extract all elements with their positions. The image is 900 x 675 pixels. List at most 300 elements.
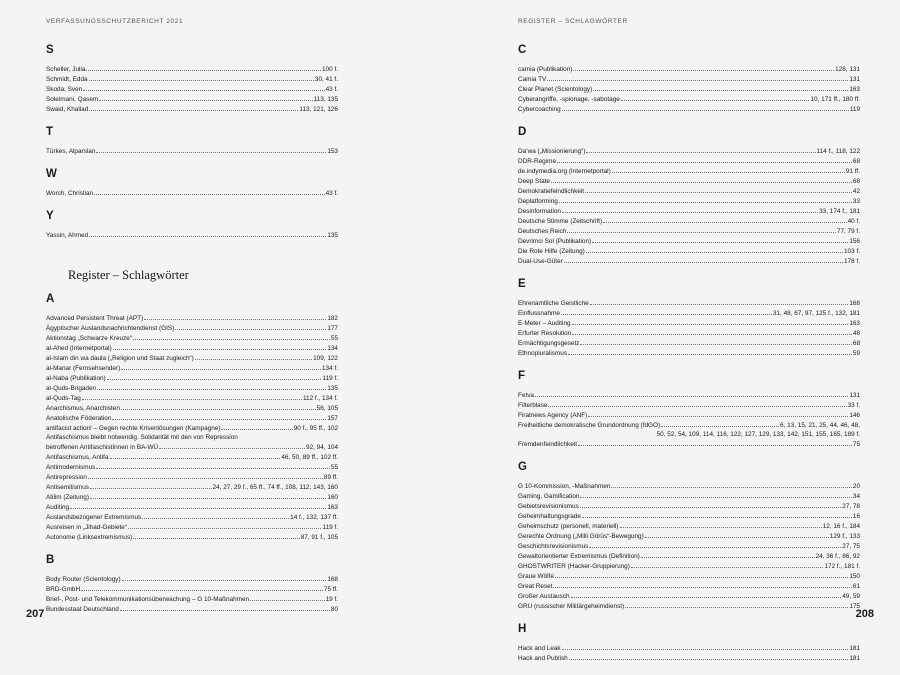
index-entry-pages: 59 [852, 350, 860, 357]
index-entry [518, 491, 860, 501]
leader-dots [107, 373, 322, 380]
index-entry-term: Devrimci Sol (Publikation) [518, 238, 592, 245]
index-entry-term: Ermächtigungsgesetz [518, 340, 580, 347]
index-entry-pages: 68 [852, 340, 860, 347]
leader-dots [592, 236, 848, 243]
index-entry [46, 492, 338, 502]
index-entry-pages: 89 ff. [323, 474, 338, 481]
index-entry [518, 439, 860, 449]
index-entry-pages: 146 [849, 412, 860, 419]
leader-dots [83, 84, 324, 91]
index-entry-pages: 128, 131 [835, 66, 860, 73]
letter-group [518, 370, 860, 449]
page-number: 208 [855, 608, 874, 620]
index-entry-term: al-Quds-Tag [46, 395, 81, 402]
index-entry [518, 146, 860, 156]
index-entry-pages: 92, 94, 104 [306, 444, 338, 451]
letter-heading: D [518, 126, 527, 138]
index-entry-pages: 19 f. [325, 596, 338, 603]
index-entry-term: Ägyptischer Auslandsnachrichtendienst (GIS) [46, 325, 175, 332]
index-entry-pages: 119 f. [322, 375, 338, 382]
index-entry-pages: 182 [327, 315, 338, 322]
index-entry-term: Yassin, Ahmed [46, 232, 89, 239]
index-entry-term: Schmidt, Edda [46, 76, 88, 83]
index-entry-pages: 43 f. [325, 86, 338, 93]
index-entry-term: betroffenen AntifaschistInnen in BA-WÜ [46, 444, 159, 451]
index-entry-term: Demokratiefeindlichkeit [518, 188, 585, 195]
index-entry [46, 363, 338, 373]
leader-dots [586, 246, 843, 253]
section-heading: Register – Schlagwörter [68, 268, 189, 282]
leader-dots [175, 323, 326, 330]
index-entry [518, 206, 860, 216]
index-entry [46, 104, 338, 114]
index-entry-term: Ehrenamtliche Geistliche [518, 300, 589, 307]
index-entry-pages: 163 [327, 504, 338, 511]
leader-dots [121, 363, 321, 370]
index-entry [46, 452, 338, 462]
index-entry-pages: 68 [852, 178, 860, 185]
index-entry [46, 522, 338, 532]
index-entry-term: Auditing [46, 504, 70, 511]
leader-dots [585, 186, 852, 193]
leader-dots [553, 581, 851, 588]
index-entry-pages: 33 f. [847, 402, 860, 409]
index-entry-term: Antimodernismus [46, 464, 96, 471]
index-entry-term: Geschichtsrevisionismus [518, 543, 589, 550]
index-entry [518, 166, 860, 176]
leader-dots [564, 256, 843, 263]
index-entry [46, 373, 338, 383]
index-entry-term: al-Naba (Publikation) [46, 375, 106, 382]
index-column [518, 44, 860, 675]
index-entry-pages: 27, 78 [842, 503, 860, 510]
index-entry-pages: 42 [852, 188, 860, 195]
index-entry-pages: 181 [849, 655, 860, 662]
letter-group [46, 210, 338, 240]
index-entry-pages: 24, 36 f., 86, 92 [815, 553, 860, 560]
leader-dots [99, 94, 312, 101]
index-entry [518, 581, 860, 591]
index-entry [46, 604, 338, 614]
index-entry-pages: 150 [849, 573, 860, 580]
index-entry [518, 226, 860, 236]
index-entry-pages: 112 f., 134 f. [302, 395, 338, 402]
index-entry [518, 601, 860, 611]
index-entry-term: Anatolische Föderation [46, 415, 112, 422]
index-entry [518, 531, 860, 541]
leader-dots [90, 482, 212, 489]
index-entry [46, 393, 338, 403]
index-entry-term: Türkes, Alparslan [46, 148, 96, 155]
leader-dots [120, 604, 330, 611]
index-entry-pages: 34 [852, 493, 860, 500]
leader-dots [603, 216, 846, 223]
index-entry [518, 74, 860, 84]
index-entry-pages: 172 f., 181 f. [824, 563, 860, 570]
person-register [46, 44, 338, 240]
index-entry-term: Filterblase [518, 402, 548, 409]
leader-dots [567, 226, 836, 233]
index-entry-term: Atilim (Zeitung) [46, 494, 89, 501]
index-entry-pages: 153 [327, 148, 338, 155]
leader-dots [547, 74, 848, 81]
leader-dots [589, 541, 841, 548]
index-entry-term: Einflussnahme [518, 310, 560, 317]
index-entry-pages: 90 f., 95 ff., 102 [293, 425, 338, 432]
index-entry [518, 400, 860, 410]
letter-heading: B [46, 554, 55, 566]
index-entry [518, 338, 860, 348]
index-entry-pages: 14 f., 132, 137 ff. [290, 514, 338, 521]
index-entry-term: Erfurter Resolution [518, 330, 572, 337]
leader-dots [195, 353, 312, 360]
letter-heading: W [46, 168, 57, 180]
leader-dots [611, 481, 852, 488]
index-entry-pages: 55 [330, 464, 338, 471]
index-entry [46, 323, 338, 333]
index-entry-term: de.indymedia.org (Internetportal) [518, 168, 611, 175]
index-entry [46, 353, 338, 363]
index-entry [518, 501, 860, 511]
index-entry-term: Hack and Leak [518, 645, 561, 652]
index-entry-term: Gewaltorientierter Extremismus (Definition) [518, 553, 640, 560]
index-entry-continuation: 50, 52, 54, 109, 114, 116, 122, 127, 129, 133, 142, 151, 155, 165, 189 f. [656, 431, 860, 438]
index-entry [518, 216, 860, 226]
index-entry-term: Aktionstag „Schwarze Kreuze“ [46, 335, 132, 342]
index-entry [46, 472, 338, 482]
letter-group [518, 278, 860, 358]
leader-dots [562, 206, 818, 213]
index-entry-pages: 77, 79 f. [836, 228, 860, 235]
index-entry-term: Autonome (Linksextremismus) [46, 534, 133, 541]
index-entry-pages: 134 [327, 345, 338, 352]
index-column [46, 44, 338, 626]
leader-dots [548, 400, 846, 407]
index-entry-term: al-Quds-Brigaden [46, 385, 97, 392]
index-entry-term: Cybercoaching [518, 106, 561, 113]
leader-dots [112, 413, 326, 420]
index-entry-term: Deplatforming [518, 198, 558, 205]
index-entry [46, 594, 338, 604]
index-entry-pages: 119 [849, 106, 860, 113]
index-entry-term: Die Rote Hilfe (Zeitung) [518, 248, 585, 255]
index-entry [518, 561, 860, 571]
index-entry-pages: 157 [327, 415, 338, 422]
index-entry-pages: 103 f. [844, 248, 860, 255]
leader-dots [580, 491, 851, 498]
letter-heading: S [46, 44, 54, 56]
leader-dots [631, 561, 824, 568]
index-entry-term: BRD-GmbH [46, 586, 81, 593]
leader-dots [144, 313, 326, 320]
leader-dots [561, 308, 772, 315]
index-entry [46, 230, 338, 240]
index-entry-term: Swaid, Khallad [46, 106, 89, 113]
index-entry [46, 188, 338, 198]
index-entry [46, 413, 338, 423]
index-entry-term: Worch, Christian [46, 190, 94, 197]
index-entry-pages: 55 [330, 335, 338, 342]
index-entry-term: Antisemitismus [46, 484, 89, 491]
index-entry [46, 383, 338, 393]
index-entry [518, 298, 860, 308]
index-entry-term: Clear Planet (Scientology) [518, 86, 593, 93]
leader-dots [96, 462, 330, 469]
index-entry-term: Hack and Publish [518, 655, 568, 662]
index-entry-pages: 49, 59 [842, 593, 860, 600]
right-page [450, 0, 900, 662]
index-entry-pages: 31, 48, 67, 97, 125 f., 132, 181 [772, 310, 860, 317]
leader-dots [551, 176, 852, 183]
index-entry [518, 236, 860, 246]
leader-dots [572, 328, 852, 335]
index-entry-pages: 156 [849, 238, 860, 245]
index-entry [518, 156, 860, 166]
index-entry [46, 146, 338, 156]
index-entry-term: Graue Wölfe [518, 573, 554, 580]
leader-dots [590, 298, 849, 305]
index-entry-term: G 10-Kommission, -Maßnahmen [518, 483, 611, 490]
leader-dots [645, 531, 829, 538]
index-entry-pages: 68 [852, 158, 860, 165]
index-entry-term: Soleimani, Qasem [46, 96, 99, 103]
index-entry-term: Ausreisen in „Jihad-Gebiete“ [46, 524, 127, 531]
index-entry-pages: 100 f. [322, 66, 338, 73]
letter-group [518, 461, 860, 611]
index-entry [518, 410, 860, 420]
index-entry-pages: 163 [849, 320, 860, 327]
index-entry-term: camia (Publikation) [518, 66, 573, 73]
index-entry [46, 423, 338, 433]
index-entry [518, 256, 860, 266]
index-entry-term: Desinformation [518, 208, 561, 215]
letter-group [46, 126, 338, 156]
index-entry-term: Firatnews Agency (ANF) [518, 412, 588, 419]
page-number: 207 [26, 608, 45, 620]
leader-dots [110, 452, 281, 459]
index-entry-pages: 181 [849, 645, 860, 652]
index-entry [46, 502, 338, 512]
index-entry-pages: 43 f. [325, 190, 338, 197]
index-entry [46, 532, 338, 542]
leader-dots [612, 166, 845, 173]
index-entry-pages: 129 f., 133 [829, 533, 860, 540]
leader-dots [586, 146, 815, 153]
leader-dots [70, 502, 326, 509]
leader-dots [559, 196, 852, 203]
leader-dots [88, 472, 323, 479]
index-entry [518, 653, 860, 663]
keyword-register [46, 293, 338, 614]
index-entry [518, 84, 860, 94]
index-entry-pages: 48 [852, 330, 860, 337]
index-entry-term: Auslandsbezogener Extremismus [46, 514, 142, 521]
index-entry [46, 442, 338, 452]
index-entry-term: al-Ahed (Internetportal) [46, 345, 112, 352]
index-entry-pages: 33, 174 f., 181 [819, 208, 860, 215]
index-entry-pages: 56, 105 [316, 405, 338, 412]
index-entry-pages: 6, 13, 15, 21, 25, 44, 46, 48, [780, 422, 860, 429]
index-entry-term: Cyberangriffe, -spionage, -sabotage [518, 96, 620, 103]
index-entry [46, 403, 338, 413]
leader-dots [588, 410, 848, 417]
index-entry-term: Anarchismus, Anarchisten [46, 405, 120, 412]
index-entry-pages: 168 [849, 300, 860, 307]
index-entry [518, 308, 860, 318]
running-head: VERFASSUNGSSCHUTZBERICHT 2021 [46, 18, 184, 25]
leader-dots [580, 338, 851, 345]
leader-dots [580, 501, 841, 508]
leader-dots [81, 584, 323, 591]
index-entry-pages: 40 f. [847, 218, 860, 225]
letter-group [46, 168, 338, 198]
leader-dots [562, 643, 849, 650]
letter-group [518, 44, 860, 114]
index-entry [518, 521, 860, 531]
left-page [0, 0, 450, 636]
index-entry-term: Skoda, Sven [46, 86, 83, 93]
leader-dots [159, 442, 305, 449]
leader-dots [557, 156, 852, 163]
leader-dots [142, 512, 289, 519]
index-entry [518, 196, 860, 206]
index-entry-pages: 134 f. [322, 365, 338, 372]
index-entry-pages: 113, 121, 126 [299, 106, 338, 113]
index-entry-term: Bundesstaat Deutschland [46, 606, 119, 613]
leader-dots [89, 230, 326, 237]
index-entry-term: Deep State [518, 178, 550, 185]
index-entry-pages: 113, 135 [313, 96, 338, 103]
leader-dots [94, 188, 324, 195]
letter-heading: F [518, 370, 526, 382]
index-entry [518, 643, 860, 653]
index-entry-pages: 109, 122 [313, 355, 338, 362]
index-entry-term: Scheller, Julia [46, 66, 86, 73]
index-entry-term: Great Reset [518, 583, 553, 590]
leader-dots [90, 492, 326, 499]
index-entry [46, 584, 338, 594]
index-entry-term: Geheimhaltungsgrade [518, 513, 581, 520]
index-entry-term: Da’wa („Missionierung“) [518, 148, 586, 155]
leader-dots [128, 522, 321, 529]
index-entry-term: Brief-, Post- und Telekommunikationsüberwachung – G 10-Maßnahmen [46, 596, 250, 603]
index-entry-term: Gerechte Ordnung („Milli Görüs“-Bewegung) [518, 533, 644, 540]
leader-dots [113, 343, 327, 350]
index-entry-pages: 24, 27, 29 f., 65 ff., 74 ff., 108, 112, 143, 160 [212, 484, 338, 491]
index-entry [518, 591, 860, 601]
index-entry-term: Geheimschutz (personell, materiell) [518, 523, 619, 530]
index-entry-term: Deutsches Reich [518, 228, 567, 235]
letter-heading: H [518, 623, 527, 635]
leader-dots [621, 94, 810, 101]
index-entry-term: Fetva [518, 392, 534, 399]
leader-dots [571, 591, 842, 598]
leader-dots [625, 601, 848, 608]
index-entry-term: Antifaschismus, Antifa [46, 454, 109, 461]
index-entry-pages: 135 [327, 232, 338, 239]
leader-dots [133, 532, 299, 539]
leader-dots [569, 653, 849, 660]
index-entry [46, 84, 338, 94]
index-entry [518, 104, 860, 114]
index-entry [518, 348, 860, 358]
index-entry-pages: 175 [849, 603, 860, 610]
index-entry [46, 333, 338, 343]
index-entry-term: Ethnopluralismus [518, 350, 568, 357]
index-entry-term: antifacist action! – Gegen rechte Krisenlösungen (Kampagne) [46, 425, 221, 432]
index-entry-pages: 61 [852, 583, 860, 590]
index-entry [46, 343, 338, 353]
index-entry-pages: 20 [852, 483, 860, 490]
leader-dots [555, 571, 848, 578]
index-entry-pages: 114 f., 118, 122 [816, 148, 860, 155]
index-entry-pages: 30, 41 f. [314, 76, 338, 83]
index-entry [518, 94, 860, 104]
leader-dots [582, 511, 852, 518]
letter-group [46, 293, 338, 542]
index-entry [518, 420, 860, 430]
leader-dots [82, 393, 302, 400]
letter-group [46, 554, 338, 614]
index-entry-pages: 91 ff. [845, 168, 860, 175]
leader-dots [221, 423, 292, 430]
index-entry-pages: 131 [849, 76, 860, 83]
letter-group [518, 623, 860, 663]
leader-dots [573, 64, 834, 71]
leader-dots [86, 64, 321, 71]
index-entry-pages: 10, 171 ff., 180 ff. [810, 96, 860, 103]
index-entry [518, 571, 860, 581]
index-entry-pages: 75 ff. [323, 586, 338, 593]
index-entry [46, 74, 338, 84]
index-entry-term: Gebietsrevisionismus [518, 503, 579, 510]
letter-heading: T [46, 126, 54, 138]
leader-dots [133, 333, 330, 340]
index-entry [46, 64, 338, 74]
index-entry-term: DDR-Regime [518, 158, 556, 165]
index-entry-pages: 27, 75 [842, 543, 860, 550]
leader-dots [535, 390, 848, 397]
index-entry [46, 313, 338, 323]
index-entry-pages: 12, 16 f., 184 [822, 523, 860, 530]
leader-dots [250, 594, 324, 601]
index-entry-term: Antirepression [46, 474, 87, 481]
index-entry [518, 481, 860, 491]
index-entry-term: Deutsche Stimme (Zeitschrift) [518, 218, 603, 225]
index-entry-pages: 119 f. [322, 524, 338, 531]
index-entry-pages: 168 [327, 576, 338, 583]
letter-heading: C [518, 44, 527, 56]
index-entry [518, 246, 860, 256]
index-entry-term: GHOSTWRITER (Hacker-Gruppierung) [518, 563, 630, 570]
index-entry-term: Dual-Use-Güter [518, 258, 563, 265]
index-entry-term: Fremdenfeindlichkeit [518, 441, 577, 448]
index-entry-term: Advanced Persistent Threat (APT) [46, 315, 144, 322]
leader-dots [562, 104, 849, 111]
leader-dots [593, 84, 848, 91]
index-entry-pages: 177 [327, 325, 338, 332]
letter-group [46, 44, 338, 114]
index-entry-pages: 75 [852, 441, 860, 448]
running-head: REGISTER – SCHLAGWÖRTER [518, 18, 628, 25]
leader-dots [97, 383, 326, 390]
index-entry-term: Großer Austausch [518, 593, 570, 600]
index-entry-term: Antifaschismus bleibt notwendig. Solidarität mit den von Repression [46, 434, 238, 441]
leader-dots [641, 551, 815, 558]
letter-heading: A [46, 293, 55, 305]
index-entry [518, 186, 860, 196]
